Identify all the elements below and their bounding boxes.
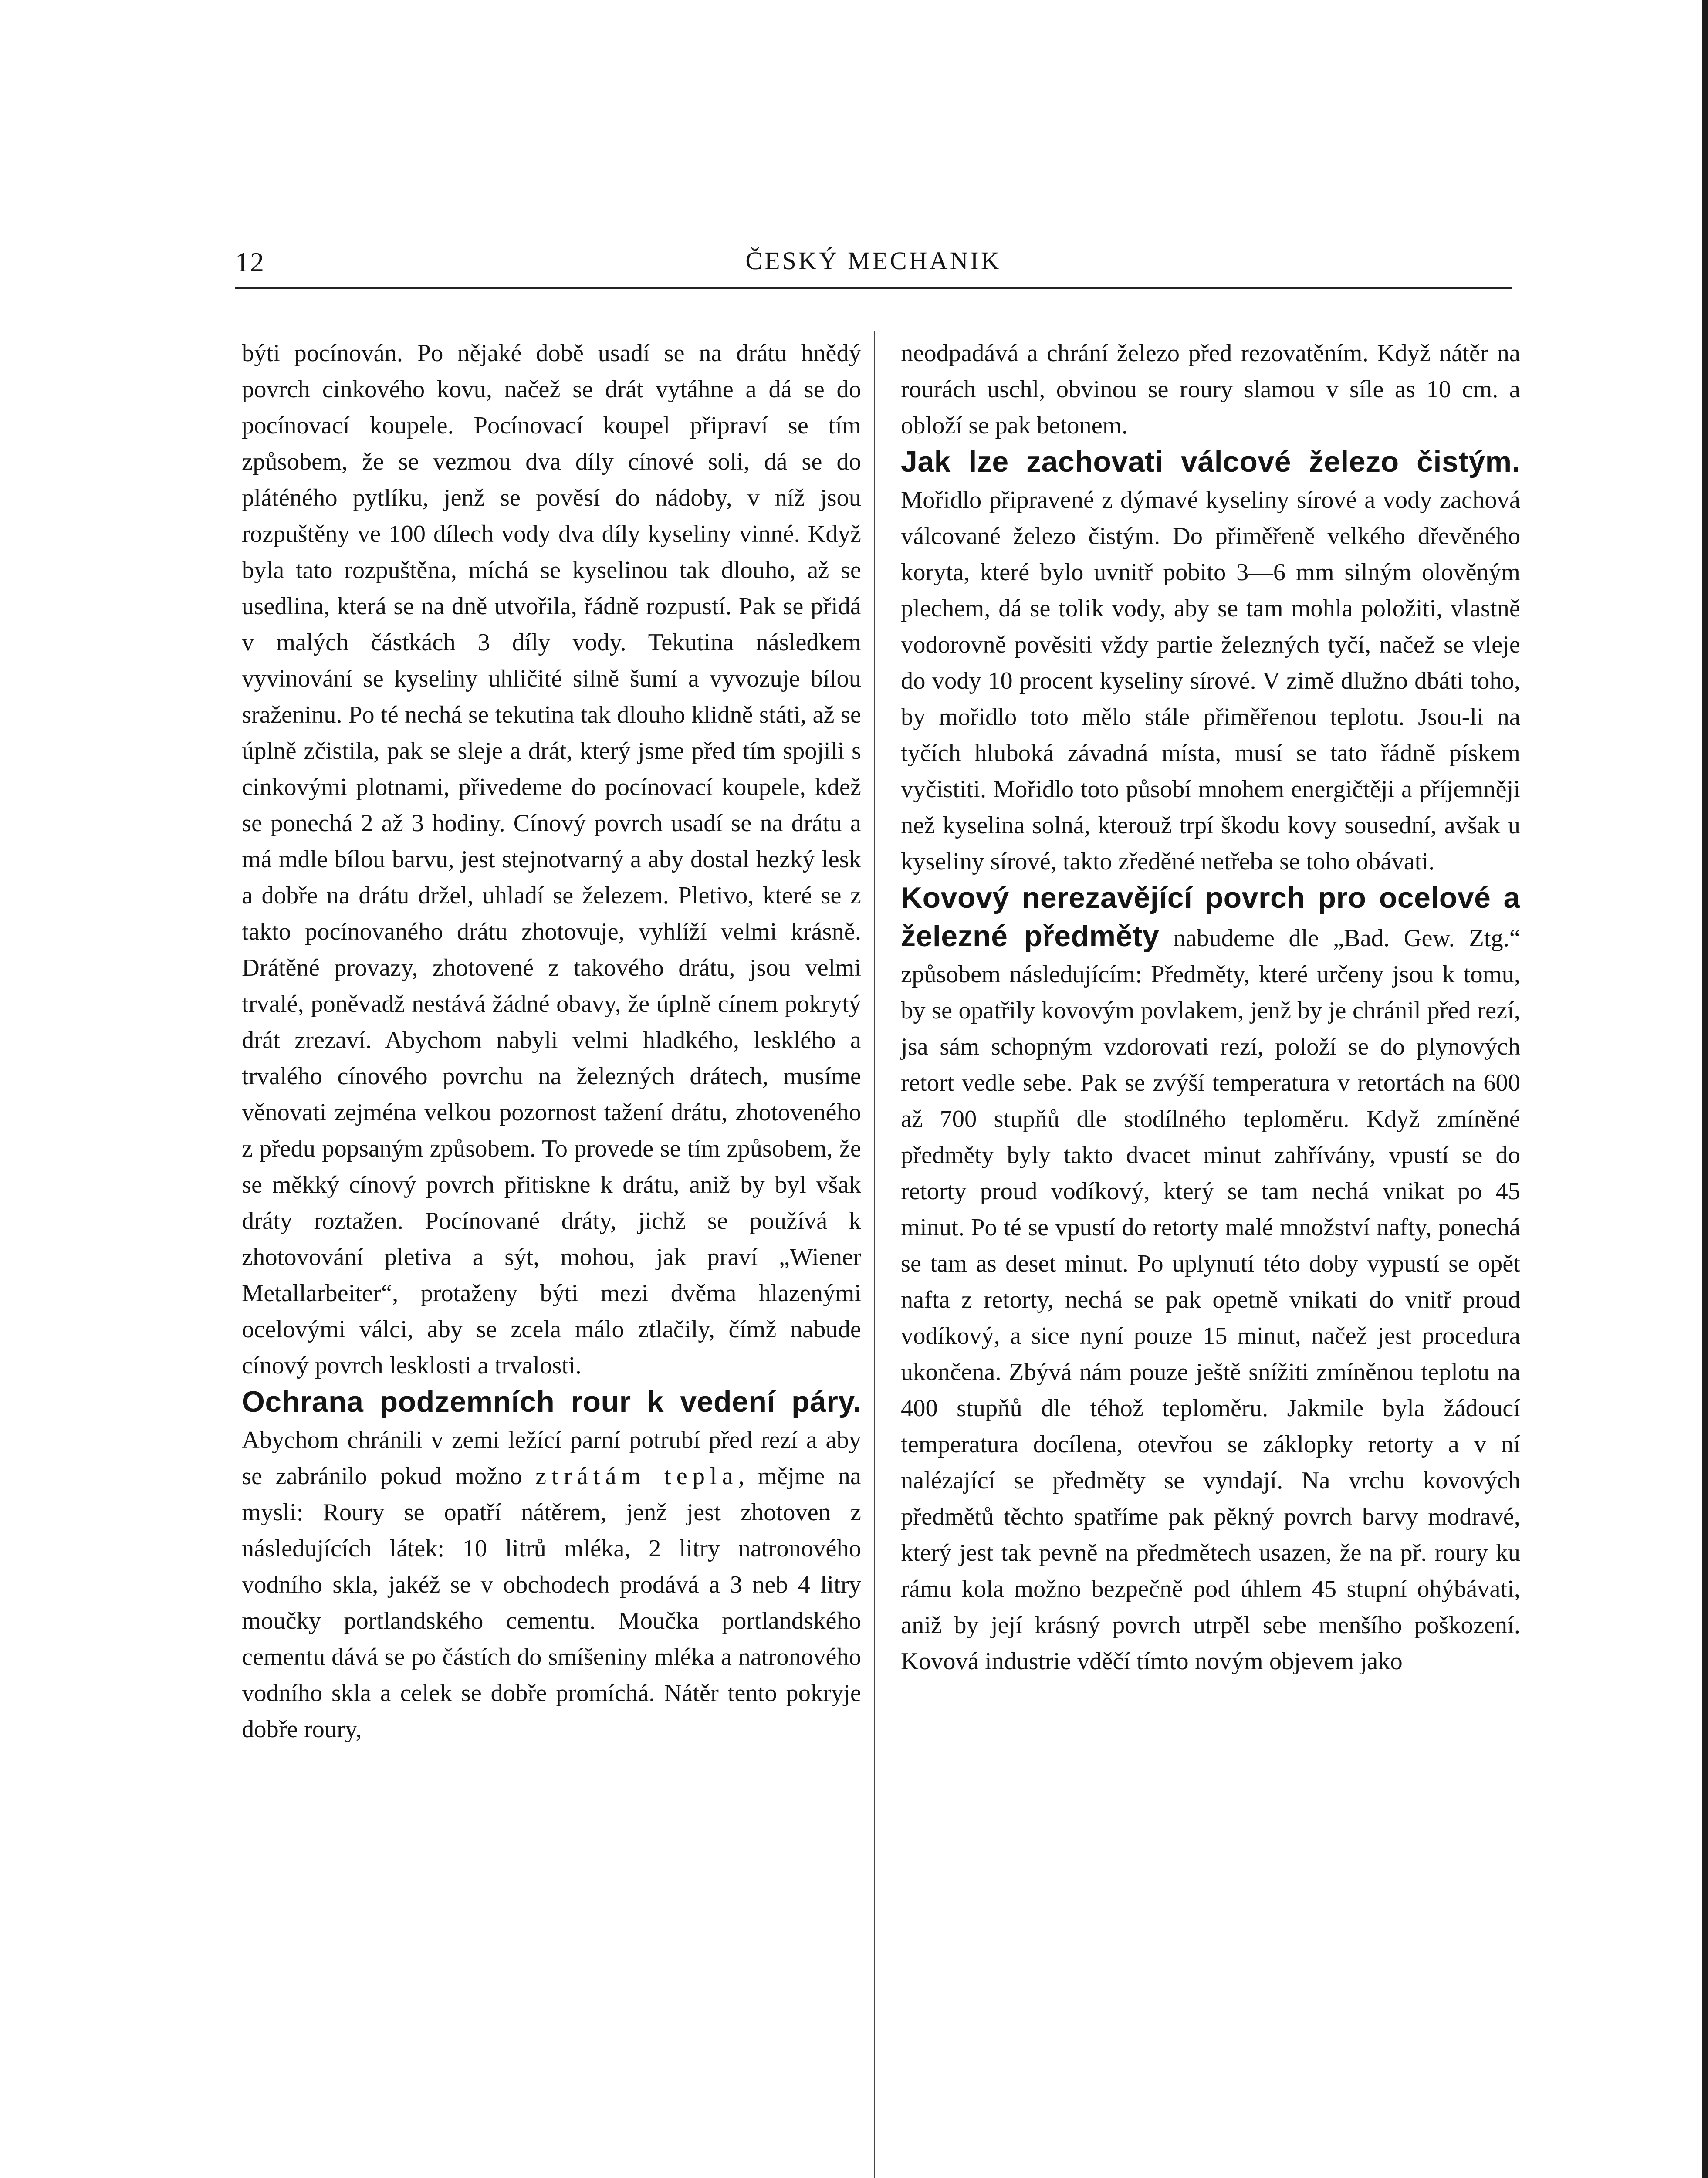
section-heading-rolled-iron: Jak lze zachovati válcové železo čistým.: [901, 445, 1520, 478]
left-paragraph-2b: , mějme na mysli: Roury se opatří nátěrem, jenž jest zhotoven z následujících látek: 10 litrů mléka, 2 litry natronového vodního skla, jakéž se v obchodech prodává a 3 neb 4 litry moučky portlandského cementu. Moučka portlandského cementu dává se po částích do smíšeniny mléka a natronového vodního skla a celek se dobře promíchá. Nátěr tento pokryje dobře roury,: [242, 1463, 861, 1743]
left-paragraph-2-emphasis: ztrátám tepla: [535, 1463, 738, 1490]
column-divider: [874, 331, 875, 2178]
left-paragraph-2a: Abychom chránili v zemi ležící parní potrubí před rezí a aby se zabránilo pokud možno: [242, 1427, 861, 1490]
right-paragraph-3: nabudeme dle „Bad. Gew. Ztg.“ způsobem následujícím: Předměty, které určeny jsou k tomu, by se opatřily kovovým povlakem, jenž by je chránil před rezí, jsa sám schopným vzdorovati rezí, položí se do plynových retort vedle sebe. Pak se zvýší temperatura v retortách na 600 až 700 stupňů dle stodílného teploměru. Když zmíněné předměty byly takto dvacet minut zahřívány, vpustí se do retorty proud vodíkový, který se tam nechá vnikat po 45 minut. Po té se vpustí do retorty malé množství nafty, ponechá se tam as deset minut. Po uplynutí této doby vypustí se opět nafta z retorty, nechá se pak opetně vnikati do vnitř proud vodíkový, a sice nyní pouze 15 minut, načež jest procedura ukončena. Zbývá nám pouze ještě snížiti zmíněnou teplotu na 400 stupňů dle téhož teploměru. Jakmile byla žádoucí temperatura docílena, otevřou se záklopky retorty a v ní nalézající se předměty se vyndají. Na vrchu kovových předmětů těchto spatříme pak pěkný povrch barvy modravé, který jest tak pevně na předmětech usazen, že na př. roury ku rámu kola možno bezpečně pod úhlem 45 stupní ohýbávati, aniž by její krásný povrch utrpěl sebe menšího poškození. Kovová industrie vděčí tímto novým objevem jako: [901, 925, 1520, 1675]
page-number: 12: [235, 247, 265, 277]
section-heading-steam-pipes: Ochrana podzemních rour k vedení páry.: [242, 1385, 861, 1418]
header-rule: [235, 287, 1512, 289]
scan-border-right: [1702, 0, 1708, 2178]
section-heading-rustproof-surface: Kovový nerezavějící povrch pro ocelové a železné předměty: [901, 881, 1520, 953]
right-paragraph-2: Mořidlo připravené z dýmavé kyseliny sírové a vody zachová válcované železo čistým. Do přiměřeně velkého dřevěného koryta, které bylo uvnitř pobito 3—6 mm silným olověným plechem, dá se tolik vody, aby se tam mohla položiti, vlastně vodorovně pověsiti vždy partie železných tyčí, načež se vleje do vody 10 procent kyseliny sírové. V zimě dlužno dbáti toho, by mořidlo toto mělo stále přiměřenou teplotu. Jsou-li na tyčích hluboká závadná místa, musí se tato řádně pískem vyčistiti. Mořidlo toto působí mnohem energičtěji a příjemněji než kyselina solná, kterouž trpí škodu kovy sousední, avšak u kyseliny sírové, takto zředěné netřeba se toho obávati.: [901, 487, 1520, 875]
left-paragraph-1: býti pocínován. Po nějaké době usadí se na drátu hnědý povrch cinkového kovu, načež se drát vytáhne a dá se do pocínovací koupele. Pocínovací koupel připraví se tím způsobem, že se vezmou dva díly cínové soli, dá se do pláténého pytlíku, jenž se pověsí do nádoby, v níž jsou rozpuštěny ve 100 dílech vody dva díly kyseliny vinné. Když byla tato rozpuštěna, míchá se kyselinou tak dlouho, až se usedlina, která se na dně utvořila, řádně rozpustí. Pak se přidá v malých částkách 3 díly vody. Tekutina následkem vyvinování se kyseliny uhličité silně šumí a vyvozuje bílou sraženinu. Po té nechá se tekutina tak dlouho klidně státi, až se úplně zčistila, pak se sleje a drát, který jsme před tím spojili s cinkovými plotnami, přivedeme do pocínovací koupele, kdež se ponechá 2 až 3 hodiny. Cínový povrch usadí se na drátu a má mdle bílou barvu, jest stejnotvarný a aby dostal hezký lesk a dobře na drátu držel, uhladí se železem. Pletivo, které se z takto pocínovaného drátu zhotovuje, vyhlíží velmi krásně. Drátěné provazy, zhotovené z takového drátu, jsou velmi trvalé, poněvadž nestává žádné obavy, že úplně cínem pokrytý drát zrezaví. Abychom nabyli velmi hladkého, lesklého a trvalého cínového povrchu na železných drátech, musíme věnovati zejména velkou pozornost tažení drátu, zhotoveného z předu popsaným způsobem. To provede se tím způsobem, že se měkký cínový povrch přitiskne k drátu, aniž by byl však dráty roztažen. Pocínované dráty, jichž se používá k zhotovování pletiva a sýt, mohou, jak praví „Wiener Metallarbeiter“, protaženy býti mezi dvěma hlazenými ocelovými válci, aby se zcela málo ztlačily, čímž nabude cínový povrch lesklosti a trvalosti.: [242, 340, 861, 1379]
running-title: ČESKÝ MECHANIK: [745, 247, 1001, 275]
right-column: [901, 335, 1520, 1680]
page-header: [235, 242, 1512, 281]
right-section-2: [901, 444, 1520, 880]
left-column: [242, 335, 861, 1748]
left-section-2: [242, 1384, 861, 1748]
right-paragraph-1: neodpadává a chrání železo před rezovatěním. Když nátěr na rourách uschl, obvinou se roury slamou v síle as 10 cm. a obloží se pak betonem.: [901, 340, 1520, 439]
right-section-3: [901, 880, 1520, 1680]
